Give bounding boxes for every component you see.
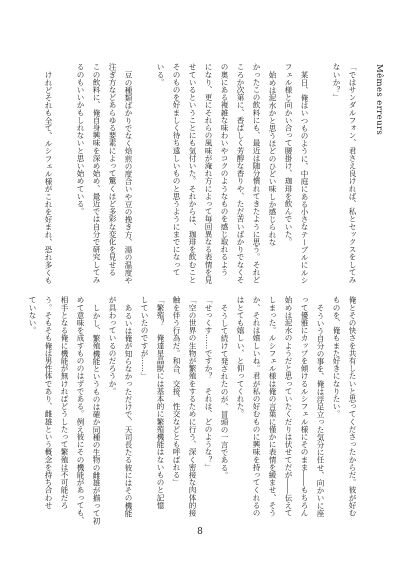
text-column: か、それは嬉しいね。君が私の好むものに興味を持ってくれるの — [252, 296, 261, 517]
text-column: 相手となる俺に機能が無ければどうしたって繁殖は不可能だろ — [60, 296, 69, 509]
text-column: この飲料に、俺自身興味を深め始め、最近では自分で研究してみ — [92, 63, 101, 284]
text-column: しまった。ルシフェル様は俺の言葉に僅かに表情を緩ませ、そう — [268, 296, 277, 517]
text-column: って優雅にカップを傾けるルシフェル様にそのまま――もちろん — [300, 296, 309, 517]
text-column: 「空の世界の生物が繁殖をするために行う、深く密接な肉体的接 — [188, 296, 197, 517]
text-column: かったこの飲料にも、最近は随分慣れてきたように思う。それど — [252, 63, 261, 284]
text-column: が具わっているのだろうか。 — [108, 296, 117, 395]
text-column: せているということにも気付いた。それからは、珈琲を飲むこと — [188, 63, 197, 284]
text-column: しかし、繁殖機能というものは確か同種の生物の雌雄が揃って初 — [92, 303, 101, 524]
text-column: 始めは泥水かと思うほどのひどい味しか感じられな — [268, 70, 277, 246]
text-column: めて意味を成すもののはずである。例え彼にその機能があっても、 — [76, 296, 85, 524]
running-header: Mêmes erreurs — [374, 64, 384, 136]
text-column: 豆の種類ばかりでなく焙煎の度合いや豆の挽き方、湯の温度や — [124, 70, 133, 284]
text-column: 「繁殖？ 俺達星晶獣には基本的に繁殖機能はないものと記憶 — [156, 296, 165, 509]
text-column: いる。 — [156, 63, 165, 86]
text-column: 触を伴う行為だ。和合、交接、性交などとも呼ばれる」 — [172, 296, 181, 486]
text-column: 始めは泥水のようだと思っていたくだりは伏せてだが――伝えて — [284, 296, 293, 517]
text-column: していたのですが……」 — [140, 296, 149, 380]
text-column: 「ではサンダルフォン、君さえ良ければ、私とセックスをしてみ — [348, 63, 357, 284]
text-column: ないか？」 — [332, 63, 341, 101]
text-column: の奥にある複雑な味わいやコクのようなものを感じ取れるよう — [220, 63, 229, 276]
text-column: フェル様と向かい合って腰掛け、珈琲を飲んでいた。 — [284, 63, 293, 246]
upper-text-block — [40, 63, 360, 289]
text-column: 「せっくす……ですか？ それは、どのような？」 — [204, 296, 213, 471]
text-column: そうして続けて発されたのが、冒頭の一言である。 — [220, 303, 229, 479]
text-column: けれどそれも全て、ルシフェル様がこれを好まれ、恐れ多くも — [44, 70, 53, 284]
text-column: はとても嬉しい、と仰ってくれた。 — [236, 296, 245, 418]
text-column: う。そもそも俺は男性体であり、雌雄という概念を持ち合わせ — [44, 296, 53, 509]
text-column: ころか次第に、香ばしく芳醇な香りや、ただ苦いばかりでなくそ — [236, 63, 245, 284]
text-column: ていない。 — [28, 296, 37, 334]
text-column: あるいは俺が知らなかっただけで、天司長たる彼にはその機能 — [124, 303, 133, 517]
lower-text-block — [24, 296, 360, 522]
text-column: 某日、俺はいつものように、中庭にある小さなテーブルにルシ — [300, 70, 309, 284]
text-column: になり、更にそれらの風味が淹れ方によって毎回異なる表情を見 — [204, 63, 213, 284]
text-column: 注ぎ方などあらゆる要素によって驚くほど多彩な変化を見せる — [108, 63, 117, 276]
text-column: そのものを好ましく待ち遠しいものと思うようにまでになって — [172, 63, 181, 276]
page-number: 8 — [197, 527, 203, 537]
text-column: ものを、俺もまた好きになりたい。 — [332, 296, 341, 418]
text-column: そういう自分の事を、俺は浮足立った気分に任せ、向かいに座 — [316, 303, 325, 517]
text-column: 俺とその快さを共有したいと思ってくださったからだ。彼が好む — [348, 296, 357, 517]
text-column: るのもいいかもしれないと思い始めている。 — [76, 63, 85, 215]
